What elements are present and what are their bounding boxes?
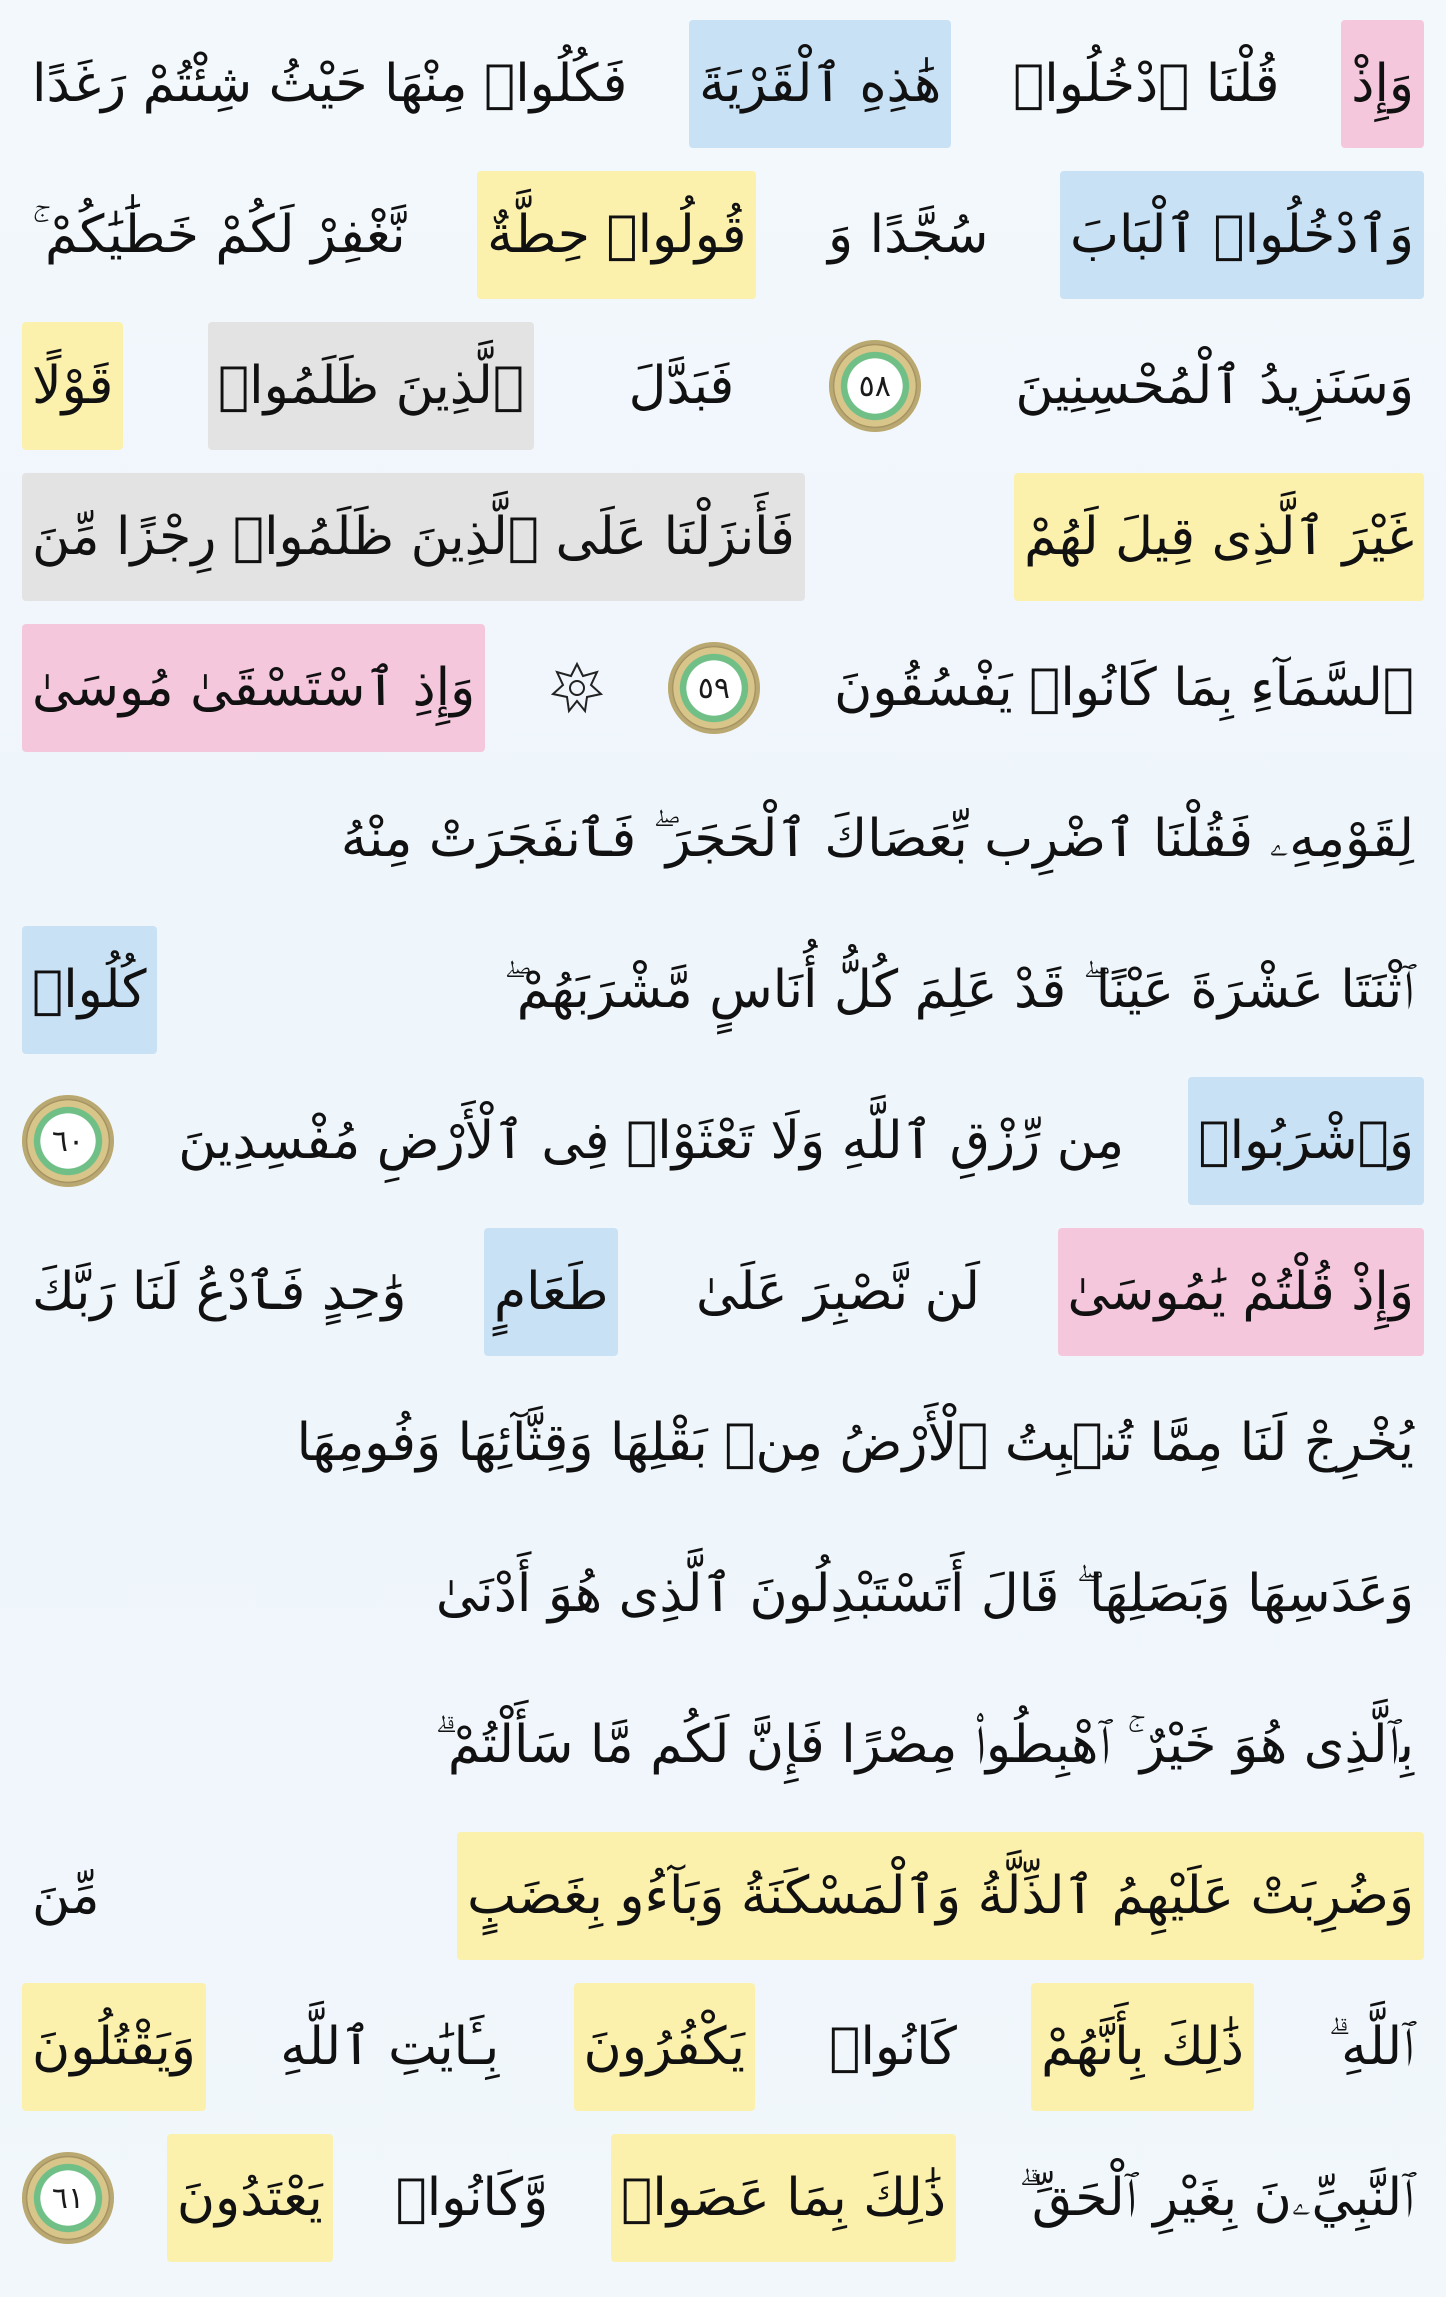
text-line bbox=[22, 1832, 1424, 1960]
text-line bbox=[22, 1530, 1424, 1658]
verse-text: ٱلَّذِينَ ظَلَمُوا۟ bbox=[208, 322, 534, 450]
text-line bbox=[22, 775, 1424, 903]
verse-text: قُلْنَا ٱدْخُلُوا۟ bbox=[1013, 54, 1280, 114]
verse-text: وَيَقْتُلُونَ bbox=[22, 1983, 206, 2111]
verse-text: ذَٰلِكَ بِأَنَّهُمْ bbox=[1031, 1983, 1254, 2111]
verse-text: وَإِذْ bbox=[1341, 20, 1424, 148]
text-line bbox=[22, 1379, 1424, 1507]
verse-text: سُجَّدًا وَ bbox=[827, 205, 989, 265]
verse-text: مِّنَ bbox=[32, 1866, 100, 1926]
verse-end-marker bbox=[22, 2152, 114, 2244]
text-line bbox=[22, 926, 1424, 1054]
verse-number: ٦٠ bbox=[51, 1123, 85, 1159]
verse-text: بِٱلَّذِى هُوَ خَيْرٌ ۚ ٱهْبِطُوا۟ مِصْرًا فَإِنَّ لَكُم مَّا سَأَلْتُمْ ۗ bbox=[434, 1715, 1414, 1775]
text-line bbox=[22, 1228, 1424, 1356]
text-line bbox=[22, 171, 1424, 299]
verse-text: هَٰذِهِ ٱلْقَرْيَةَ bbox=[689, 20, 951, 148]
verse-text: نَّغْفِرْ لَكُمْ خَطَٰيَٰكُمْ ۚ bbox=[32, 205, 406, 265]
text-line bbox=[22, 1077, 1424, 1205]
verse-text: ذَٰلِكَ بِمَا عَصَوا۟ bbox=[611, 2134, 956, 2262]
text-line bbox=[22, 1983, 1424, 2111]
verse-end-marker bbox=[668, 642, 760, 734]
verse-text: قُولُوا۟ حِطَّةٌ bbox=[477, 171, 756, 299]
verse-text: قَوْلًا bbox=[22, 322, 123, 450]
verse-text: كُلُوا۟ bbox=[22, 926, 157, 1054]
text-line bbox=[22, 1681, 1424, 1809]
verse-text: فَبَدَّلَ bbox=[628, 356, 735, 416]
verse-text: لَن نَّصْبِرَ عَلَىٰ bbox=[695, 1262, 981, 1322]
text-line bbox=[22, 20, 1424, 148]
verse-number: ٥٨ bbox=[858, 368, 891, 404]
verse-text: طَعَامٍ bbox=[484, 1228, 619, 1356]
text-line bbox=[22, 2134, 1424, 2262]
verse-text: وَٱدْخُلُوا۟ ٱلْبَابَ bbox=[1060, 171, 1424, 299]
text-line bbox=[22, 473, 1424, 601]
verse-number: ٥٩ bbox=[697, 670, 730, 706]
verse-text: وَإِذِ ٱسْتَسْقَىٰ مُوسَىٰ bbox=[22, 624, 485, 752]
verse-text: غَيْرَ ٱلَّذِى قِيلَ لَهُمْ bbox=[1014, 473, 1424, 601]
verse-text: وَٱشْرَبُوا۟ bbox=[1188, 1077, 1424, 1205]
verse-text: وَٰحِدٍ فَٱدْعُ لَنَا رَبَّكَ bbox=[32, 1262, 407, 1322]
verse-text: يَعْتَدُونَ bbox=[167, 2134, 333, 2262]
verse-text: يُخْرِجْ لَنَا مِمَّا تُنۢبِتُ ٱلْأَرْضُ مِنۢ بَقْلِهَا وَقِثَّآئِهَا وَفُومِهَا bbox=[296, 1413, 1414, 1473]
verse-text: ٱثْنَتَا عَشْرَةَ عَيْنًا ۖ قَدْ عَلِمَ كُلُّ أُنَاسٍ مَّشْرَبَهُمْ ۖ bbox=[503, 960, 1414, 1020]
verse-text: فَكُلُوا۟ مِنْهَا حَيْثُ شِئْتُمْ رَغَدًا bbox=[32, 54, 628, 114]
verse-text: كَانُوا۟ bbox=[829, 2017, 957, 2077]
verse-text: فَأَنزَلْنَا عَلَى ٱلَّذِينَ ظَلَمُوا۟ رِجْزًا مِّنَ bbox=[22, 473, 805, 601]
text-line bbox=[22, 624, 1424, 752]
verse-text: ٱللَّهِ ۗ bbox=[1328, 2017, 1414, 2077]
verse-text: وَإِذْ قُلْتُمْ يَٰمُوسَىٰ bbox=[1058, 1228, 1424, 1356]
text-line bbox=[22, 322, 1424, 450]
verse-text: وَسَنَزِيدُ ٱلْمُحْسِنِينَ bbox=[1015, 356, 1414, 416]
verse-text: وَضُرِبَتْ عَلَيْهِمُ ٱلذِّلَّةُ وَٱلْمَسْكَنَةُ وَبَآءُو بِغَضَبٍ bbox=[457, 1832, 1424, 1960]
verse-text: وَّكَانُوا۟ bbox=[395, 2168, 549, 2228]
verse-text: ٱلسَّمَآءِ بِمَا كَانُوا۟ يَفْسُقُونَ bbox=[834, 658, 1414, 718]
verse-text: بِـَٔايَٰتِ ٱللَّهِ bbox=[280, 2017, 500, 2077]
verse-text: مِن رِّزْقِ ٱللَّهِ وَلَا تَعْثَوْا۟ فِى ٱلْأَرْضِ مُفْسِدِينَ bbox=[178, 1111, 1125, 1171]
rub-el-hizb-icon bbox=[550, 661, 604, 715]
verse-end-marker bbox=[22, 1095, 114, 1187]
verse-text: لِقَوْمِهِۦ فَقُلْنَا ٱضْرِب بِّعَصَاكَ ٱلْحَجَرَ ۖ فَٱنفَجَرَتْ مِنْهُ bbox=[340, 809, 1414, 869]
verse-text: يَكْفُرُونَ bbox=[574, 1983, 755, 2111]
verse-number: ٦١ bbox=[51, 2180, 85, 2216]
verse-end-marker bbox=[829, 340, 921, 432]
verse-text: ٱلنَّبِيِّۦنَ بِغَيْرِ ٱلْحَقِّ ۗ bbox=[1018, 2168, 1414, 2228]
verse-text: وَعَدَسِهَا وَبَصَلِهَا ۖ قَالَ أَتَسْتَبْدِلُونَ ٱلَّذِى هُوَ أَدْنَىٰ bbox=[435, 1564, 1414, 1624]
